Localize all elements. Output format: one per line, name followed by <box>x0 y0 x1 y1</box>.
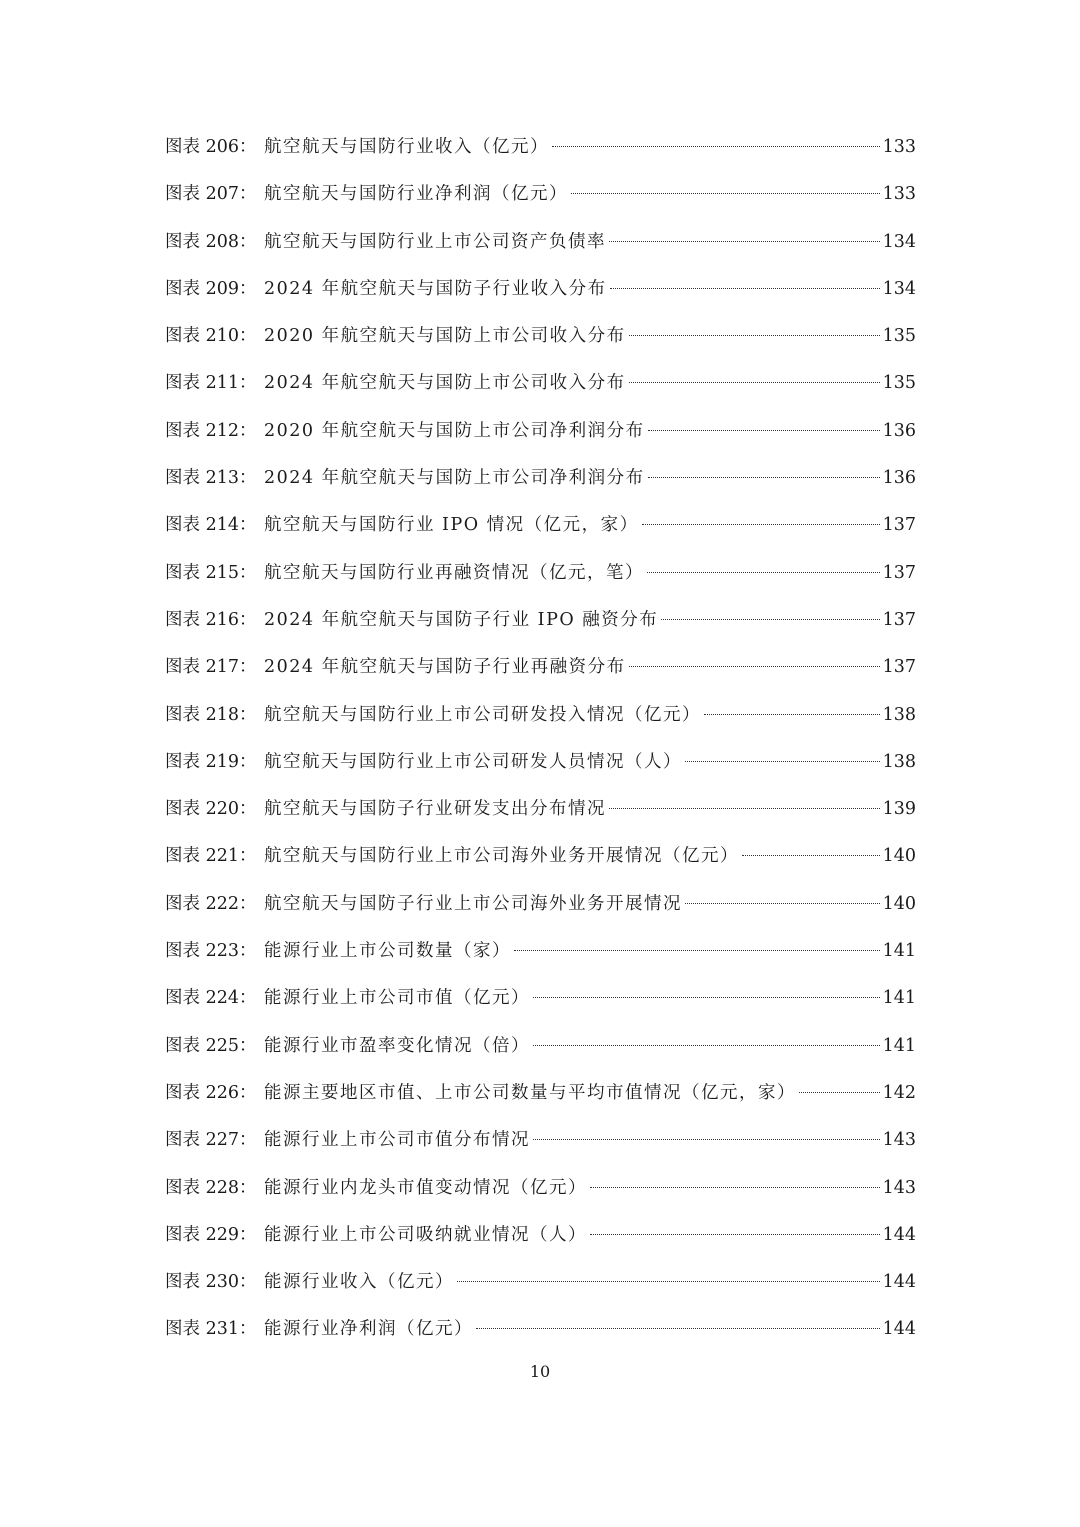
page-ref: 140 <box>882 846 916 867</box>
figure-label: 图表 207： <box>165 184 257 205</box>
dot-leader <box>533 1045 880 1046</box>
figure-label: 图表 231： <box>165 1319 257 1340</box>
figure-label: 图表 210： <box>165 326 257 347</box>
dot-leader <box>533 997 880 998</box>
figure-title: 航空航天与国防行业收入（亿元） <box>264 137 549 157</box>
toc-entry[interactable] <box>165 171 916 218</box>
figure-label: 图表 221： <box>165 846 257 867</box>
figure-title: 航空航天与国防行业 IPO 情况（亿元，家） <box>264 515 639 536</box>
figure-title: 能源行业上市公司市值（亿元） <box>264 988 530 1009</box>
page-ref: 144 <box>882 1224 916 1245</box>
figure-label: 图表 211： <box>165 373 257 394</box>
figure-label: 图表 209： <box>165 278 257 299</box>
toc-entry[interactable] <box>165 408 916 455</box>
dot-leader <box>476 1328 880 1329</box>
page-number: 10 <box>529 1362 551 1381</box>
toc-entry[interactable] <box>165 692 916 739</box>
figure-label: 图表 220： <box>165 799 257 820</box>
dot-leader <box>642 524 880 525</box>
toc-entry[interactable] <box>165 502 916 549</box>
figure-label: 图表 219： <box>165 751 257 772</box>
page-ref: 134 <box>882 278 916 299</box>
figure-title: 能源行业上市公司市值分布情况 <box>264 1130 530 1151</box>
page-ref: 135 <box>882 373 916 394</box>
page-ref: 141 <box>882 941 916 962</box>
page-ref: 138 <box>882 704 916 725</box>
toc-entry[interactable] <box>165 928 916 975</box>
dot-leader <box>661 619 879 620</box>
figure-title: 航空航天与国防子行业研发支出分布情况 <box>264 799 606 820</box>
figure-title: 2024 年航空航天与国防子行业收入分布 <box>264 278 607 299</box>
toc-entry[interactable] <box>165 597 916 644</box>
toc-entry[interactable] <box>165 455 916 502</box>
figure-label: 图表 218： <box>165 704 257 725</box>
page-ref: 139 <box>882 799 916 820</box>
toc-entry[interactable] <box>165 833 916 880</box>
dot-leader <box>647 572 880 573</box>
figure-title: 能源行业市盈率变化情况（倍） <box>264 1035 530 1056</box>
toc-entry[interactable] <box>165 1212 916 1259</box>
figure-title: 能源行业上市公司数量（家） <box>264 941 511 962</box>
toc-entry[interactable] <box>165 550 916 597</box>
page-ref: 136 <box>882 468 916 489</box>
figure-title: 能源行业净利润（亿元） <box>264 1319 473 1340</box>
toc-entry[interactable] <box>165 313 916 360</box>
figure-label: 图表 225： <box>165 1035 257 1056</box>
figure-title: 航空航天与国防子行业上市公司海外业务开展情况 <box>264 893 682 914</box>
dot-leader <box>742 855 880 856</box>
dot-leader <box>457 1281 880 1282</box>
toc-entry[interactable] <box>165 786 916 833</box>
dot-leader <box>590 1234 880 1235</box>
toc-entry[interactable] <box>165 1165 916 1212</box>
page-ref: 144 <box>882 1319 916 1340</box>
page-ref: 137 <box>882 609 916 630</box>
figure-title: 能源行业收入（亿元） <box>264 1272 454 1293</box>
dot-leader <box>590 1187 880 1188</box>
toc-entry[interactable] <box>165 1306 916 1353</box>
page-ref: 142 <box>882 1082 916 1103</box>
dot-leader <box>685 903 880 904</box>
figure-label: 图表 216： <box>165 609 257 630</box>
page-ref: 141 <box>882 1035 916 1056</box>
figure-title: 航空航天与国防行业再融资情况（亿元，笔） <box>264 562 644 583</box>
dot-leader <box>648 477 880 478</box>
toc-entry[interactable] <box>165 360 916 407</box>
page-ref: 133 <box>882 137 916 157</box>
figure-title: 2024 年航空航天与国防上市公司收入分布 <box>264 373 626 394</box>
figure-title: 能源行业内龙头市值变动情况（亿元） <box>264 1177 587 1198</box>
toc-entry[interactable] <box>165 644 916 691</box>
dot-leader <box>609 808 880 809</box>
figure-label: 图表 229： <box>165 1224 257 1245</box>
dot-leader <box>629 382 880 383</box>
dot-leader <box>648 430 880 431</box>
figure-title: 2024 年航空航天与国防上市公司净利润分布 <box>264 468 645 489</box>
page-ref: 137 <box>882 515 916 536</box>
figure-title: 航空航天与国防行业净利润（亿元） <box>264 184 568 205</box>
dot-leader <box>799 1092 880 1093</box>
figure-label: 图表 208： <box>165 231 257 252</box>
dot-leader <box>571 193 880 194</box>
figure-label: 图表 214： <box>165 515 257 536</box>
page-ref: 143 <box>882 1130 916 1151</box>
figure-title: 2024 年航空航天与国防子行业再融资分布 <box>264 657 626 678</box>
dot-leader <box>533 1139 880 1140</box>
figure-title: 航空航天与国防行业上市公司海外业务开展情况（亿元） <box>264 846 739 867</box>
figure-label: 图表 206： <box>165 137 257 157</box>
figure-label: 图表 215： <box>165 562 257 583</box>
figure-label: 图表 227： <box>165 1130 257 1151</box>
figure-title: 2020 年航空航天与国防上市公司净利润分布 <box>264 420 645 441</box>
toc-entry[interactable] <box>165 124 916 171</box>
figure-title: 能源行业上市公司吸纳就业情况（人） <box>264 1224 587 1245</box>
figure-label: 图表 213： <box>165 468 257 489</box>
page-ref: 134 <box>882 231 916 252</box>
figure-title: 航空航天与国防行业上市公司研发人员情况（人） <box>264 751 682 772</box>
page-ref: 143 <box>882 1177 916 1198</box>
page-ref: 140 <box>882 893 916 914</box>
page-ref: 138 <box>882 751 916 772</box>
figure-label: 图表 217： <box>165 657 257 678</box>
toc-entry[interactable] <box>165 975 916 1022</box>
dot-leader <box>514 950 880 951</box>
figure-label: 图表 224： <box>165 988 257 1009</box>
figure-title: 航空航天与国防行业上市公司资产负债率 <box>264 231 606 252</box>
dot-leader <box>609 241 880 242</box>
dot-leader <box>629 666 880 667</box>
figure-label: 图表 212： <box>165 420 257 441</box>
toc-entry[interactable] <box>165 1023 916 1070</box>
toc-entry[interactable] <box>165 739 916 786</box>
toc-entry[interactable] <box>165 881 916 928</box>
page-ref: 135 <box>882 326 916 347</box>
figure-title: 2024 年航空航天与国防子行业 IPO 融资分布 <box>264 609 659 630</box>
dot-leader <box>629 335 880 336</box>
figure-label: 图表 230： <box>165 1272 257 1293</box>
dot-leader <box>685 761 880 762</box>
toc-entry[interactable] <box>165 1117 916 1164</box>
figure-label: 图表 226： <box>165 1082 257 1103</box>
toc-entry[interactable] <box>165 1070 916 1117</box>
figure-title: 航空航天与国防行业上市公司研发投入情况（亿元） <box>264 704 701 725</box>
figure-title: 能源主要地区市值、上市公司数量与平均市值情况（亿元，家） <box>264 1082 796 1103</box>
dot-leader <box>704 714 880 715</box>
page-ref: 141 <box>882 988 916 1009</box>
toc-entry[interactable] <box>165 266 916 313</box>
figure-label: 图表 228： <box>165 1177 257 1198</box>
toc-entry[interactable] <box>165 219 916 266</box>
page-ref: 137 <box>882 657 916 678</box>
page-ref: 133 <box>882 184 916 205</box>
dot-leader <box>552 146 880 147</box>
page-ref: 137 <box>882 562 916 583</box>
page-ref: 144 <box>882 1272 916 1293</box>
table-of-figures <box>165 124 916 1354</box>
figure-label: 图表 223： <box>165 941 257 962</box>
figure-label: 图表 222： <box>165 893 257 914</box>
page-ref: 136 <box>882 420 916 441</box>
dot-leader <box>610 288 880 289</box>
toc-entry[interactable] <box>165 1259 916 1306</box>
figure-title: 2020 年航空航天与国防上市公司收入分布 <box>264 326 626 347</box>
